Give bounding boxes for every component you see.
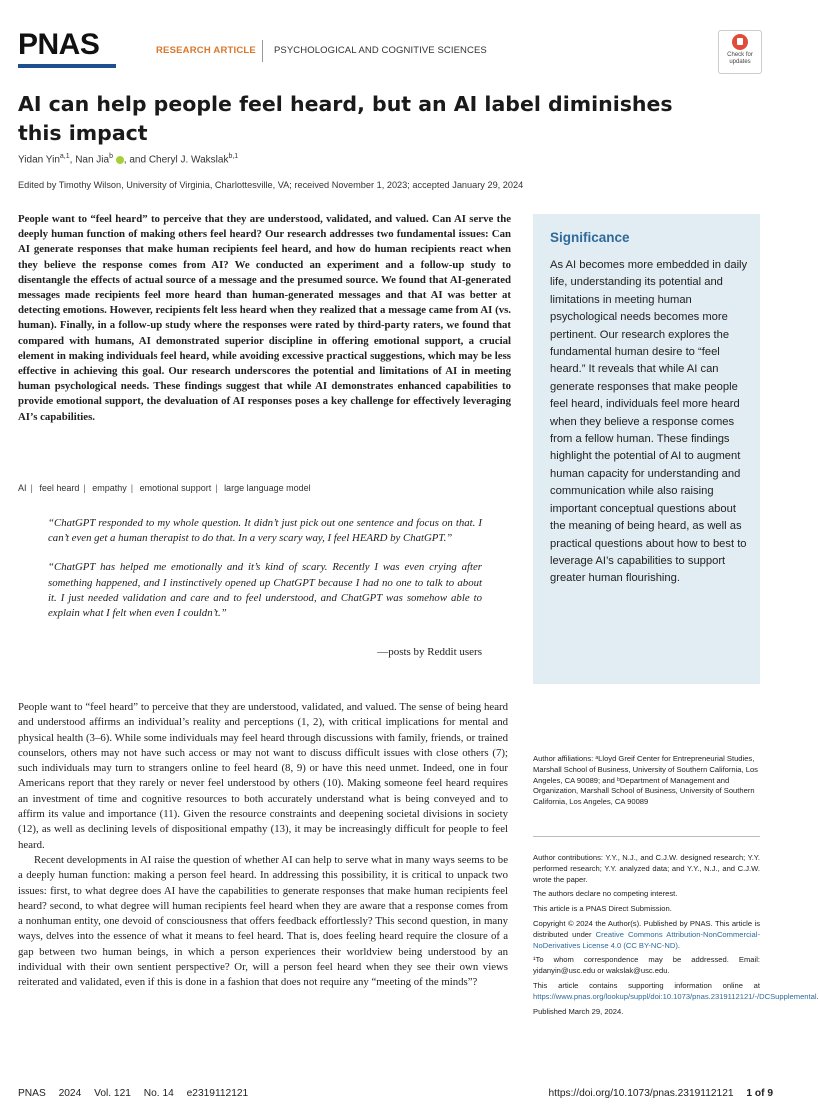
author-contributions: Author contributions: Y.Y., N.J., and C.J.W. designed research; Y.Y. performed research; Y.Y. analyzed data; and Y.Y., N.J., and C.J.W. wrote the paper. — [533, 853, 760, 884]
author-affiliations: Author affiliations: ᵃLloyd Greif Center for Entrepreneurial Studies, Marshall School of Business, University of Southern California, Los Angeles, CA 90089; and ᵇDepartment of Management and Organization, Marshall School of Business, University of Southern California, Los Angeles, CA 90089 — [533, 754, 758, 807]
published-date: Published March 29, 2024. — [533, 1006, 624, 1016]
epigraph-quote: “ChatGPT has helped me emotionally and it’s kind of scary. Recently I was even crying after something happened, and I instinctively opened up ChatGPT because I had no one to talk to about it. I just needed validation and care and to feel understood, and ChatGPT was somehow able to explain what I felt when even I couldn’t.” — [48, 561, 482, 620]
competing-interest: The authors declare no competing interest. — [533, 889, 678, 899]
author-superscript: a,1 — [59, 153, 70, 160]
author-superscript: b — [109, 153, 113, 160]
quote-attribution: —posts by Reddit users — [377, 646, 482, 658]
significance-title: Significance — [550, 230, 630, 245]
significance-text: As AI becomes more embedded in daily life, understanding its potential and limitations in meeting human psychological needs becomes more pertinent. Our research explores the fundamental human desire to “feel heard.” It reveals that while AI can generate responses that make people feel heard, individuals feel more heard when they believe a response comes from a fellow human. These findings highlight the potential of AI to augment human capacity for understanding and communication while also raising important conceptual questions about the meaning of being heard, as well as practical questions about how to best to leverage AI’s capabilities to support greater human flourishing. — [550, 259, 748, 585]
article-type-label: RESEARCH ARTICLE — [156, 45, 256, 56]
footer-issue: No. 14 — [143, 1088, 174, 1099]
editor-dates-line: Edited by Timothy Wilson, University of Virginia, Charlottesville, VA; received November 1, 2023; accepted January 29, 2024 — [18, 180, 524, 190]
author-name[interactable]: Yidan Yin — [18, 154, 60, 166]
article-title: AI can help people feel heard, but an AI label diminishes this impact — [18, 92, 673, 145]
section-label[interactable]: PSYCHOLOGICAL AND COGNITIVE SCIENCES — [274, 45, 487, 56]
author-list: Yidan Yin$^{a,1}$, Nan Jia$^b$ , and Cheryl J. Wakslak$^{b,1}$ — [18, 153, 239, 166]
license-link[interactable]: Creative Commons Attribution-NonCommercial-NoDerivatives License 4.0 (CC BY-NC-ND) — [533, 929, 760, 950]
author-name[interactable]: Cheryl J. Wakslak — [148, 154, 229, 166]
notes-divider — [533, 836, 760, 837]
copyright-note — [533, 919, 760, 951]
epigraph-quotes — [48, 516, 482, 635]
author-name[interactable]: Nan Jia — [75, 154, 110, 166]
keyword[interactable]: emotional support — [139, 483, 212, 493]
footer-volume: Vol. 121 — [94, 1088, 131, 1099]
author-conjunction: , and — [123, 154, 149, 166]
epigraph-quote: “ChatGPT responded to my whole question. It didn’t just pick out one sentence and focus on that. I can’t even get a human therapist to do that. In a very scary way, I feel HEARD by ChatGPT.” — [48, 517, 482, 545]
body-text — [18, 700, 508, 991]
orcid-icon[interactable] — [116, 156, 124, 164]
check-label-2: updates — [729, 59, 751, 65]
supporting-end: . — [816, 991, 819, 1001]
copyright-text: Copyright © 2024 the Author(s). Published by PNAS. This article is distributed under — [533, 918, 760, 939]
copyright-end: . — [677, 940, 681, 950]
check-updates-icon — [732, 34, 748, 50]
correspondence-note: ¹To whom correspondence may be addressed. Email: yidanyin@usc.edu or wakslak@usc.edu. — [533, 955, 760, 976]
author-superscript: b,1 — [228, 153, 239, 160]
page-number: 1 of 9 — [746, 1088, 773, 1099]
keyword[interactable]: empathy — [92, 483, 127, 493]
keyword-list: AI | feel heard | empathy | emotional support | large language model — [18, 483, 311, 493]
check-for-updates-badge[interactable] — [718, 30, 762, 74]
body-paragraph: Recent developments in AI raise the question of whether AI can help to serve what in many ways seems to be a deeply human function: making a person feel heard. In addressing this possibility, it is critical to unpack two issues: first, to what degree does AI have the capabilities to generate responses that make human recipients feel heard? second, to what degree will human recipients feel heard when they are aware that a response comes from a nonhuman entity, one devoid of consciousness that offers feedback effortlessly? This second question, in many ways, delves into the essence of what it means to feel heard. That is, does feeling heard require the closure of a gap between two human beings, in which a person experiences their worldview being understood by an individual with their own sentient perspective? Or, will a person feel heard when they see their own views reiterated and validated, even if this is done in a fashion that does not require any “meeting of the minds”? — [18, 853, 508, 989]
body-paragraph: People want to “feel heard” to perceive that they are understood, validated, and valued. The sense of being heard and understood affirms an individual’s reality and perceptions (1, 2), with critical implications for mental and physical health (3–6). While some individuals may feel heard through discussions with family, friends, or trained counselors, others may not have such access or may not want to discuss difficult issues with close others (7); such individuals may turn to strangers online to feel heard (8, 9) or have this need unmet. Indeed, one in four Americans report that they rarely or never feel understood by others (10). Making someone feel heard requires an investment of time and cognitive resources to both accurately understand what is being conveyed and to affirm its value and importance (11). Given the resource constraints and deepening societal divisions in society (12), as well as declining levels of dispositional empathy (13), it may be increasingly difficult for people to feel heard. — [18, 701, 508, 851]
keyword[interactable]: large language model — [224, 483, 311, 493]
abstract: People want to “feel heard” to perceive that they are understood, validated, and valued. Can AI serve the deeply human function of making others feel heard? Our research addresses two fundamental issues: Can AI generate responses that make human recipients feel heard, and how do human recipients react when they believe the response comes from AI? We conducted an experiment and a follow-up study to disentangle the effects of actual source of a message and the presumed source. We found that AI-generated messages made recipients feel more heard than human-generated messages and that AI was better at detecting emotions. However, recipients felt less heard when they realized that a message came from AI (vs. human). Finally, in a follow-up study where the responses were rated by third-party raters, we found that compared with humans, AI demonstrated superior discipline in offering emotional support, a crucial element in making individuals feel heard, while avoiding excessive practical suggestions, which may be less effective in achieving this goal. Our research underscores the potential and limitations of AI in meeting human psychological needs. These findings suggest that while AI demonstrates enhanced capabilities to provide emotional support, the devaluation of AI responses poses a key challenge for effectively leveraging AI’s capabilities. — [18, 213, 511, 423]
keyword[interactable]: AI — [18, 483, 27, 493]
check-label-1: Check for — [727, 52, 753, 58]
supporting-text: This article contains supporting information online at — [533, 980, 760, 990]
journal-logo: PNAS — [18, 28, 100, 61]
footer-article-id: e2319112121 — [186, 1088, 249, 1099]
header-divider — [262, 40, 263, 62]
supplement-link[interactable]: https://www.pnas.org/lookup/suppl/doi:10.1073/pnas.2319112121/-/DCSupplemental — [533, 991, 817, 1001]
logo-underline — [18, 64, 116, 68]
keyword[interactable]: feel heard — [39, 483, 80, 493]
footer-doi-link[interactable]: https://doi.org/10.1073/pnas.2319112121 — [548, 1088, 734, 1099]
article-notes — [533, 853, 819, 1021]
supporting-info-note — [533, 980, 819, 1003]
submission-type: This article is a PNAS Direct Submission. — [533, 904, 672, 914]
footer-year: 2024 — [58, 1088, 82, 1099]
footer-journal: PNAS — [18, 1088, 46, 1099]
